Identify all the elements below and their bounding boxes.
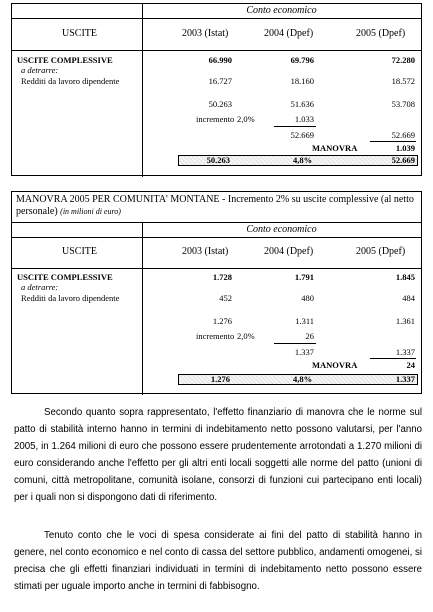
manovra-label: MANOVRA	[312, 143, 358, 153]
manovra-value: 1.039	[395, 143, 415, 153]
col-2005: 2005 (Dpef)	[356, 246, 406, 257]
value-2005: 52.669	[391, 130, 415, 140]
value-2004: 18.160	[290, 76, 314, 86]
manovra-value: 24	[406, 360, 415, 370]
value-2003: 1.728	[212, 272, 232, 282]
incremento-pct: 2,0%	[237, 331, 255, 341]
row-label-uscite: USCITE COMPLESSIVE	[17, 272, 113, 282]
sum-underline	[370, 358, 416, 359]
sum-underline	[370, 141, 416, 142]
value-2004: 26	[305, 331, 314, 341]
value-2005: 18.572	[391, 76, 415, 86]
col-uscite: USCITE	[62, 246, 97, 257]
manovra-label: MANOVRA	[312, 360, 358, 370]
incremento-label: incremento	[196, 331, 235, 341]
value-2004: 1.791	[294, 272, 314, 282]
table-title	[16, 194, 417, 218]
section-label: Conto economico	[246, 5, 317, 16]
col-uscite: USCITE	[62, 28, 97, 39]
value-2004: 51.636	[290, 99, 314, 109]
col-2003: 2003 (Istat)	[182, 246, 229, 257]
column-header-row	[12, 18, 421, 51]
col-2003: 2003 (Istat)	[182, 28, 229, 39]
row-label-uscite: USCITE COMPLESSIVE	[17, 55, 113, 65]
summary-2003: 1.276	[210, 374, 230, 384]
row-label-redditi: Redditi da lavoro dipendente	[21, 293, 120, 303]
table-comunita-montane	[11, 191, 422, 394]
value-2003: 66.990	[208, 55, 232, 65]
value-2005: 1.337	[395, 347, 415, 357]
summary-2004: 4,8%	[293, 155, 313, 165]
value-2004: 1.033	[294, 114, 314, 124]
value-2005: 1.845	[395, 272, 415, 282]
value-2005: 1.361	[395, 316, 415, 326]
value-2004: 480	[301, 293, 314, 303]
summary-2005: 1.337	[395, 374, 415, 384]
col-2004: 2004 (Dpef)	[264, 28, 314, 39]
row-label-redditi: Redditi da lavoro dipendente	[21, 76, 120, 86]
value-2005: 72.280	[391, 55, 415, 65]
value-2003: 452	[219, 293, 232, 303]
col-2004: 2004 (Dpef)	[264, 246, 314, 257]
value-2004: 69.796	[290, 55, 314, 65]
sum-underline	[274, 343, 316, 344]
summary-2003: 50.263	[206, 155, 230, 165]
a-detrarre-label: a detrarre:	[21, 282, 59, 292]
value-2005: 484	[402, 293, 415, 303]
paragraph-1-text: Secondo quanto sopra rappresentato, l'effetto finanziario di manovra che le norme sul patto di stabilità interno hanno in termini di indebitamento netto possono valutarsi, per l'anno 2005, in 1.264 milioni di euro che possono essere prudentemente arrotondati a 1.270 milioni di euro considerando anche l'effetto per gli altri enti locali soggetti alle norme del patto (unioni di comuni, città metropolitane, comunità isolane, consorzi di funzioni cui partecipano enti locali) per i quali non si dispongono dati di riferimento.	[14, 407, 422, 503]
value-2004: 1.311	[295, 316, 314, 326]
table-unit: (in milioni di euro)	[60, 207, 121, 216]
paragraph-2-text: Tenuto conto che le voci di spesa considerate ai fini del patto di stabilità hanno in genere, nel conto economico e nel conto di cassa del settore pubblico, andamenti omogenei, si precisa che gli effetti finanziari individuati in termini di indebitamento netto possono essere stimati per uguale importo anche in termini di fabbisogno.	[14, 530, 422, 592]
value-2003: 16.727	[208, 76, 232, 86]
section-header	[12, 4, 421, 19]
a-detrarre-label: a detrarre:	[21, 65, 59, 75]
value-2004: 1.337	[294, 347, 314, 357]
table-title-text: MANOVRA 2005 PER COMUNITA' MONTANE - Incremento 2% su uscite complessive (al netto personale)	[16, 194, 414, 217]
body-paragraph-2	[14, 527, 422, 595]
value-2003: 1.276	[212, 316, 232, 326]
col-2005: 2005 (Dpef)	[356, 28, 406, 39]
value-2003: 50.263	[208, 99, 232, 109]
value-2005: 53.708	[391, 99, 415, 109]
summary-2005: 52.669	[391, 155, 415, 165]
incremento-label: incremento	[196, 114, 235, 124]
column-header-row	[12, 236, 421, 269]
section-label: Conto economico	[246, 224, 317, 235]
body-paragraph-1	[14, 404, 422, 506]
sum-underline	[274, 126, 316, 127]
summary-2004: 4,8%	[293, 374, 313, 384]
value-2004: 52.669	[290, 130, 314, 140]
incremento-pct: 2,0%	[237, 114, 255, 124]
table-conto-economico-1	[11, 3, 422, 176]
